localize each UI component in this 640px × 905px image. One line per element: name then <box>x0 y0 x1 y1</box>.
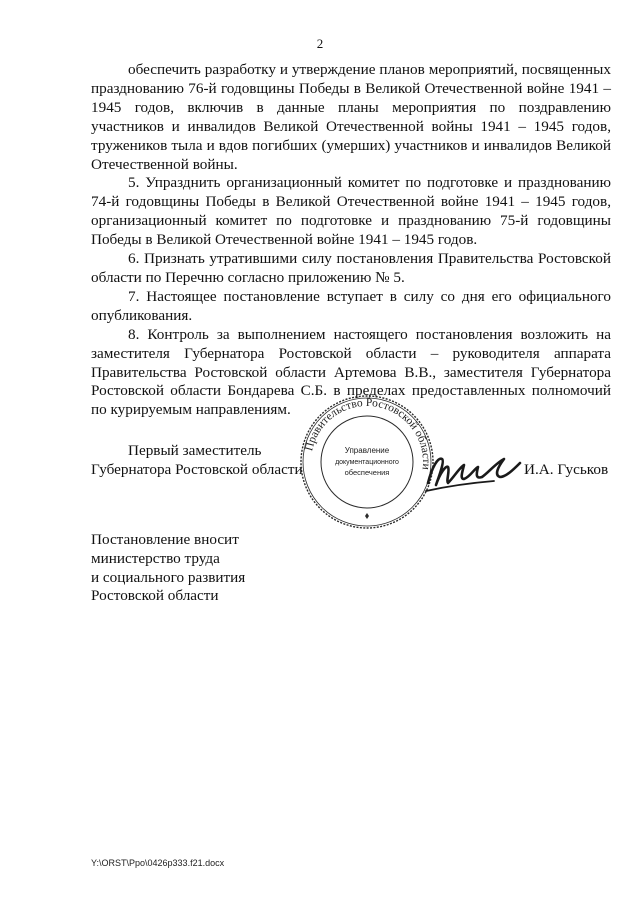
handwritten-signature <box>424 437 524 501</box>
seal-center-line2: документационного <box>335 459 399 466</box>
paragraph-item-5: 5. Упразднить организационный комитет по подготовке и празднованию 74-й годовщины Победы в Великой Отечественной войне 1941 – 1945 годов, организационный комитет по подготовке и празднованию 75-й годовщины Победы в Великой Отечественной войне 1941 – 1945 годов. <box>91 174 611 249</box>
initiator-note <box>91 531 245 606</box>
official-seal <box>298 393 436 531</box>
initiator-line1: Постановление вносит <box>91 531 239 548</box>
initiator-line2: министерство труда <box>91 549 220 567</box>
seal-ring-text: Правительство Ростовской области <box>303 396 433 471</box>
initiator-line3: и социального развития <box>91 568 246 586</box>
paragraph-item-8: 8. Контроль за выполнением настоящего постановления возложить на заместителя Губернатора Ростовской области – руководителя аппарата Правительства Ростовской области Артемова В.В., заместителя Губернатора Ростовской области Бондарева С.Б. в пределах предоставленных полномочий по курируемым направлениям. <box>91 325 611 419</box>
file-path: Y:\ORST\Ppo\0426p333.f21.docx <box>91 858 225 868</box>
body-text <box>91 61 611 420</box>
page-number: 2 <box>316 36 324 51</box>
signatory-name: И.А. Гуськов <box>524 461 609 478</box>
seal-center-line1: Управление <box>344 446 390 455</box>
initiator-line4: Ростовской области <box>91 587 219 605</box>
paragraph-item-4-continuation: обеспечить разработку и утверждение планов мероприятий, посвященных празднованию 76-й годовщины Победы в Великой Отечественной войне 1941 – 1945 годов, включив в данные планы мероприятия по поздравлению участников и инвалидов Великой Отечественной войны 1941 – 1945 годов, тружеников тыла и вдов погибших (умерших) участников и инвалидов Великой Отечественной войны. <box>91 61 611 173</box>
seal-center-line3: обеспечения <box>344 468 390 477</box>
signatory-position-line1: Первый заместитель <box>128 442 262 459</box>
paragraph-item-7: 7. Настоящее постановление вступает в силу со дня его официального опубликования. <box>91 287 611 324</box>
paragraph-item-6: 6. Признать утратившими силу постановления Правительства Ростовской области по Перечню согласно приложению № 5. <box>91 250 611 286</box>
signatory-position-line2: Губернатора Ростовской области <box>91 461 303 478</box>
